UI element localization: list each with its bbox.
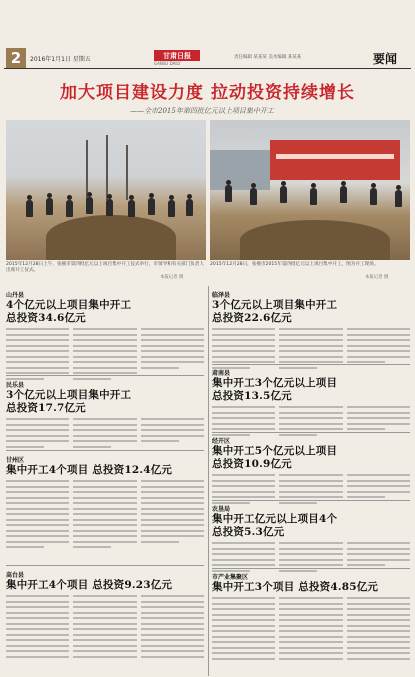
article-headline: 4个亿元以上项目集中开工 xyxy=(6,299,132,311)
newspaper-masthead: 甘肃日报 xyxy=(154,50,200,61)
person xyxy=(250,188,257,205)
photo-caption-right: 2015年12月28日，张掖市2015年第四批亿元以上项目集中开工，图为开工现场。 xyxy=(210,262,379,267)
article-county: 山丹县 xyxy=(6,292,25,299)
article-linze xyxy=(212,290,410,372)
article-body xyxy=(6,418,204,451)
red-ceremony-backdrop xyxy=(270,140,400,180)
article-county: 农垦局 xyxy=(212,506,231,513)
article-body xyxy=(212,597,410,663)
photo-caption-left: 2015年12月28日上午，张掖市第四批亿元以上项目集中开工仪式举行，市领导和有关部门负责人出席开工仪式。 xyxy=(6,262,204,273)
article-body xyxy=(6,480,204,552)
person xyxy=(310,188,317,205)
person xyxy=(395,190,402,207)
article-county: 民乐县 xyxy=(6,382,25,389)
person xyxy=(340,186,347,203)
person xyxy=(148,198,155,215)
article-county: 经开区 xyxy=(212,438,231,445)
soil-mound xyxy=(240,220,390,260)
divider xyxy=(212,364,410,365)
groundbreaking-photo-right xyxy=(210,120,410,260)
article-industrial-zone xyxy=(212,572,410,663)
divider xyxy=(212,500,410,501)
editor-line: 责任编辑 某某某 美术编辑 某某某 xyxy=(234,55,302,60)
person xyxy=(168,200,175,217)
groundbreaking-photo-left xyxy=(6,120,206,260)
article-headline: 集中开工3个项目 总投资4.85亿元 xyxy=(212,581,379,593)
article-headline: 集中开工3个亿元以上项目 xyxy=(212,377,338,389)
article-nongken xyxy=(212,504,410,575)
masthead-subtitle: GANSU DAILY xyxy=(154,61,181,66)
photo-credit-left: 本报记者 摄 xyxy=(160,275,184,280)
article-headline: 集中开工亿元以上项目4个 xyxy=(212,513,338,525)
article-county: 临泽县 xyxy=(212,292,231,299)
banner-title: 加大项目建设力度 拉动投资持续增长 xyxy=(60,83,355,103)
person xyxy=(66,200,73,217)
article-body xyxy=(212,328,410,372)
page-header xyxy=(4,49,411,70)
person xyxy=(280,186,287,203)
article-headline: 3个亿元以上项目集中开工 xyxy=(6,389,132,401)
person xyxy=(370,188,377,205)
article-body xyxy=(212,406,410,439)
article-headline: 集中开工5个亿元以上项目 xyxy=(212,445,338,457)
article-body xyxy=(212,542,410,575)
person xyxy=(86,197,93,214)
date-line: 2016年1月1日 星期五 xyxy=(30,56,91,63)
article-headline: 总投资22.6亿元 xyxy=(212,312,292,324)
article-headline: 集中开工4个项目 总投资9.23亿元 xyxy=(6,579,173,591)
divider xyxy=(212,568,410,569)
person xyxy=(128,200,135,217)
article-shandan xyxy=(6,290,204,383)
article-gaotai xyxy=(6,570,204,661)
photo-credit-right: 本报记者 摄 xyxy=(365,275,389,280)
person xyxy=(225,185,232,202)
tree xyxy=(106,135,108,200)
article-county: 高台县 xyxy=(6,572,25,579)
article-county: 肃南县 xyxy=(212,370,231,377)
header-rule xyxy=(4,68,411,69)
column-divider xyxy=(208,286,209,676)
tree xyxy=(126,145,128,200)
article-county: 市产业集聚区 xyxy=(212,574,249,581)
article-county: 甘州区 xyxy=(6,457,25,464)
person xyxy=(26,200,33,217)
page-number: 2 xyxy=(6,48,26,68)
banner-subtitle: ——全市2015年第四批亿元以上项目集中开工 xyxy=(130,107,274,115)
article-ganzhou xyxy=(6,455,204,552)
soil-mound xyxy=(46,215,176,260)
divider xyxy=(6,450,204,451)
person xyxy=(106,199,113,216)
article-headline: 总投资5.3亿元 xyxy=(212,526,285,538)
person xyxy=(186,199,193,216)
section-label: 要闻 xyxy=(372,52,397,66)
divider xyxy=(212,432,410,433)
building xyxy=(210,150,270,190)
article-headline: 集中开工4个项目 总投资12.4亿元 xyxy=(6,464,173,476)
article-headline: 3个亿元以上项目集中开工 xyxy=(212,299,338,311)
article-headline: 总投资17.7亿元 xyxy=(6,402,86,414)
article-headline: 总投资10.9亿元 xyxy=(212,458,292,470)
article-kaifaqu xyxy=(212,436,410,507)
article-sunan xyxy=(212,368,410,439)
tree xyxy=(86,140,88,200)
article-body xyxy=(6,595,204,661)
article-body xyxy=(212,474,410,507)
divider xyxy=(6,565,204,566)
article-headline: 总投资34.6亿元 xyxy=(6,312,86,324)
divider xyxy=(6,375,204,376)
person xyxy=(46,198,53,215)
article-headline: 总投资13.5亿元 xyxy=(212,390,292,402)
article-minle xyxy=(6,380,204,451)
